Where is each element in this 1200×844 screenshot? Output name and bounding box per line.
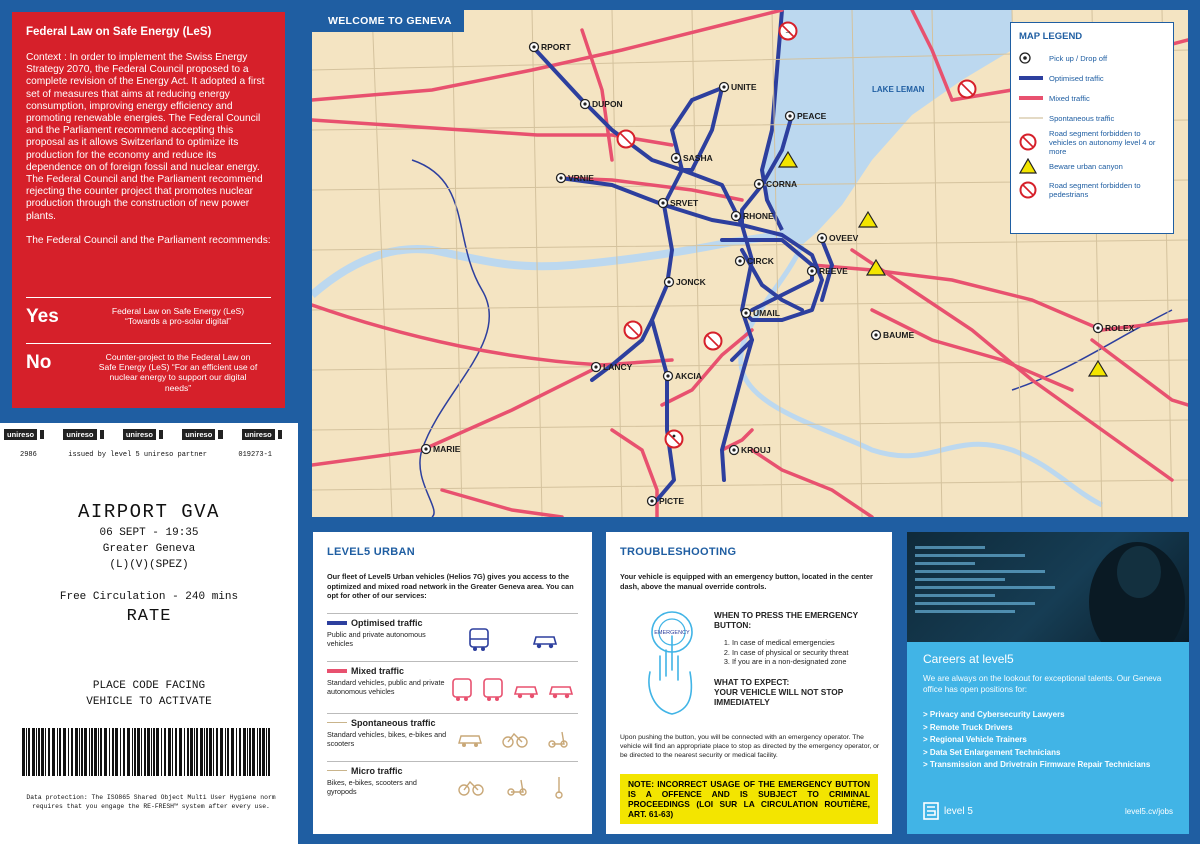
option-no-label: No [26,352,52,373]
barcode-bar [63,728,66,776]
river-small-2 [1012,310,1172,390]
ticket-data-protection: Data protection: The ISO865 Shared Object Multi User Hygiene norm requires that you engage the RE-FRESH™ system after every use. [26,794,276,810]
hacker-screen-image [907,532,1189,642]
pickup-dot [594,365,597,368]
pickup-dot [788,114,791,117]
barcode-bar [236,728,237,776]
ticket-number: 2986 [20,451,37,459]
trouble-warning-note: NOTE: INCORRECT USAGE OF THE EMERGENCY BUTTON IS A OFFENCE AND IS SUBJECT TO CRIMINAL PROCEEDINGS (LOI SUR LA CIRCULATION ROUTIÈRE, ART. 61-63) [620,774,878,824]
traffic-type-micro: Micro traffic Bikes, e-bikes, scooters and gyropods [327,761,578,809]
legend-forbidden-l4: Road segment forbidden to vehicles on autonomy level 4 or more [1019,128,1165,156]
barcode-bar [68,728,69,776]
stop-corna[interactable] [755,179,798,189]
option-no[interactable] [26,343,271,393]
ticket-code: 019273-1 [238,451,272,459]
barcode-bar [168,728,171,776]
pickup-dot [744,311,747,314]
barcode-bar [225,728,226,776]
pickup-dot [722,85,725,88]
when-title: WHEN TO PRESS THE EMERGENCY BUTTON: [714,610,858,630]
stop-label: DUPON [592,99,623,109]
forbidden-level4-icon [705,333,722,350]
barcode-bar [104,728,107,776]
svg-text:⇀: ⇀ [785,30,791,36]
geneva-map[interactable] [312,10,1188,517]
stop-label: VRNIE [568,173,594,183]
barcode-bar [81,728,83,776]
stop-srvet[interactable] [659,198,699,208]
ticket-instruction-line1: PLACE CODE FACING [92,680,206,692]
barcode-bar [57,728,58,776]
stop-baume[interactable] [872,330,915,340]
stop-label: CIRCK [747,256,774,266]
pickup-dot [874,333,877,336]
emergency-button-label: EMERGENCY [654,630,690,636]
no-pedestrian-icon [1019,181,1037,199]
ticket-info-row [0,445,298,459]
level5-logo-icon [923,802,939,820]
barcode-bar [216,728,218,776]
bus-icon [482,676,504,702]
trouble-intro: Your vehicle is equipped with an emergency button, located in the center dash, above the manual override controls. [620,572,873,591]
river-arve [741,245,1102,505]
scooter-icon [506,777,528,797]
car-icon [548,678,574,700]
barcode-bar [239,728,241,776]
barcode-bar [48,728,50,776]
optimised-swatch [327,621,347,625]
barcode-bar [187,728,189,776]
stop-dupon[interactable] [581,99,623,109]
when-item: 1. In case of medical emergencies [732,638,884,648]
stop-label: CORNA [766,179,798,189]
barcode-bar [172,728,173,776]
forbidden-level4-icon [625,322,642,339]
ticket-barcode[interactable] [22,728,272,776]
pickup-dot [424,447,427,450]
barcode-bar [213,728,214,776]
ticket-issuer: issued by level 5 unireso partner [68,451,207,459]
barcode-bar [161,728,162,776]
barcode-bar [38,728,40,776]
stop-akcia[interactable] [664,371,702,381]
barcode-bar [36,728,37,776]
gyropod-icon [551,775,567,799]
when-item: 2. In case of physical or security threat [732,648,884,658]
stop-label: UMAIL [753,308,780,318]
stop-peace[interactable] [786,111,827,121]
legend-optimised: Optimised traffic [1019,68,1165,88]
stop-label: RHONE [743,211,774,221]
level5-logo-text: level 5 [944,805,973,817]
brand-mark-icon [40,430,44,439]
pickup-dot [583,102,586,105]
barcode-bar [247,728,248,776]
option-yes-label: Yes [26,306,59,327]
brand-tag: unireso [242,429,275,440]
ticket-flags: (L)(V)(SPEZ) [109,559,189,571]
stop-circk[interactable] [736,256,775,266]
brand-tag: unireso [63,429,96,440]
barcode-bar [41,728,44,776]
urban-panel [313,532,592,834]
brand-tag: unireso [4,429,37,440]
job-link[interactable]: > Remote Truck Drivers [923,722,1013,732]
barcode-bar [100,728,102,776]
option-yes-text: Federal Law on Safe Energy (LeS) “Towards a pro-solar digital” [111,306,245,327]
pickup-dot [559,176,562,179]
expect-text: YOUR VEHICLE WILL NOT STOP IMMEDIATELY [714,686,844,707]
scooter-icon [547,729,569,749]
urban-canyon-icon [1019,158,1037,174]
urban-canyon-icon [859,212,877,227]
car-icon [513,678,539,700]
stop-label: SASHA [683,153,713,163]
barcode-bar [179,728,182,776]
autonomous-car-icon [531,628,559,650]
urban-title: LEVEL5 URBAN [327,546,415,558]
barcode-bar [134,728,136,776]
pickup-dot [810,269,813,272]
when-item: 3. If you are in a non-designated zone [732,657,884,667]
map-legend [1010,22,1174,234]
forbidden-level4-icon [618,131,635,148]
barcode-bar [45,728,46,776]
pickup-dot [661,201,664,204]
barcode-bar [151,728,152,776]
stop-rport[interactable] [530,42,572,52]
stop-label: OVEEV [829,233,859,243]
stop-krouj[interactable] [730,445,772,455]
pickup-dot [532,45,535,48]
urban-intro: Our fleet of Level5 Urban vehicles (Helios 7G) gives you access to the optimized and mixed road network in the Greater Geneva area. You can opt for other of our services: [327,572,574,601]
ticket-circulation: Free Circulation - 240 mins [59,591,239,603]
legend-mixed: Mixed traffic [1019,88,1165,108]
emergency-button-illustration [620,610,710,720]
barcode-bar [268,728,270,776]
ticket-brand-strip [0,423,298,445]
stop-reeve[interactable] [808,266,849,276]
barcode-bar [204,728,205,776]
careers-photo [907,532,1189,642]
barcode-bar [109,728,110,776]
barcode-bar [127,728,130,776]
pickup-dot [666,374,669,377]
barcode-bar [266,728,267,776]
pickup-dot [738,259,741,262]
troubleshooting-panel [606,532,892,834]
barcode-bar [147,728,150,776]
forbidden-pedestrian-signs [666,431,683,448]
brand-mark-icon [159,430,163,439]
job-link[interactable]: > Regional Vehicle Trainers [923,735,1027,744]
barcode-bar [231,728,234,776]
careers-intro: We are always on the lookout for exceptional talents. Our Geneva office has open positions for: [923,674,1162,694]
brand-mark-icon [278,430,282,439]
barcode-bar [220,728,223,776]
pickup-dot [674,156,677,159]
mixed-line-icon [1019,95,1043,101]
car-icon [457,729,483,749]
spontaneous-line-icon [1019,115,1043,121]
barcode-bar [227,728,229,776]
no-pedestrian-icon [666,431,683,448]
barcode-bar [262,728,265,776]
barcode-bar [137,728,140,776]
barcode-bar [26,728,27,776]
barcode-bar [75,728,78,776]
barcode-bar [22,728,25,776]
traffic-type-spontaneous: Spontaneous traffic Standard vehicles, bikes, e-bikes and scooters [327,713,578,761]
pickup-dot [732,448,735,451]
barcode-bar [89,728,90,776]
stop-sasha[interactable] [672,153,713,163]
barcode-bar [91,728,93,776]
barcode-bar [59,728,61,776]
barcode-bar [209,728,212,776]
stop-label: MARIE [433,444,461,454]
traffic-type-optimised: Optimised traffic Public and private autonomous vehicles [327,613,578,661]
forbidden-level4-icon [780,23,797,40]
stop-label: PICTE [659,496,685,506]
stop-label: RPORT [541,42,571,52]
trouble-title: TROUBLESHOOTING [620,546,737,558]
pickup-dot [1096,326,1099,329]
barcode-bar [196,728,198,776]
pickup-icon [1019,52,1031,64]
optimised-line-icon [1019,75,1043,81]
stop-label: SRVET [670,198,699,208]
barcode-bar [200,728,203,776]
mixed-swatch [327,669,347,673]
map-title: WELCOME TO GENEVA [312,10,464,32]
lake-leman [762,10,1012,245]
barcode-bar [257,728,258,776]
stop-label: AKCIA [675,371,702,381]
stop-label: KROUJ [741,445,771,455]
barcode-bar [259,728,261,776]
pickup-dot [757,182,760,185]
ticket-rate: RATE [126,607,172,626]
job-link[interactable]: > Privacy and Cybersecurity Lawyers [923,710,1065,719]
stop-picte[interactable] [648,496,685,506]
stop-rhone[interactable] [732,211,775,221]
legend-spontaneous: Spontaneous traffic [1019,108,1165,128]
pickup-dot [650,499,653,502]
bike-icon [458,777,484,797]
bike-icon [502,729,528,749]
barcode-bar [115,728,118,776]
stop-label: PEACE [797,111,827,121]
barcode-bar [206,728,208,776]
ticket-instruction [0,678,298,710]
referendum-title: Federal Law on Safe Energy (LeS) [26,26,212,38]
traffic-type-mixed: Mixed traffic Standard vehicles, public and private autonomous vehicles [327,661,578,713]
referendum-context: Context : In order to implement the Swiss Energy Strategy 2070, the Federal Council proposed to a complete revision of the Energy Act. It adopted a first set of measures that aims at reducing energy consumption, improving energy efficiency and promoting renewable energies. The Federal Council and the Parliament recommend accepting this proposal as it allows Switzerland to optimize its production for the economy and reduce its dependence on of foreign fossil and nuclear energy. The Federal Council and the Parliament recommend rejecting the counter project that promotes nuclear production through the construction of new power plants. [26,52,265,222]
pickup-dot [734,214,737,217]
bus-icon [466,626,492,652]
barcode-bar [156,728,159,776]
careers-url[interactable]: level5.cv/jobs [1124,806,1173,816]
referendum-recommends: The Federal Council and the Parliament recommends: [26,234,271,246]
barcode-bar [120,728,121,776]
emergency-instructions [714,610,884,707]
transit-ticket [0,423,298,844]
brand-tag: unireso [182,429,215,440]
stop-umail[interactable] [742,308,780,318]
legend-title: MAP LEGEND [1019,31,1083,42]
barcode-bar [32,728,35,776]
barcode-bar [153,728,155,776]
urban-canyon-icon [1089,361,1107,376]
ticket-destination: AIRPORT GVA [78,501,220,523]
lake-label: LAKE LEMAN [872,85,925,94]
brand-mark-icon [100,430,104,439]
legend-canyon: Beware urban canyon [1019,156,1165,176]
ticket-instruction-line2: VEHICLE TO ACTIVATE [86,696,212,708]
bus-icon [451,676,473,702]
trouble-after: Upon pushing the button, you will be connected with an emergency operator. The vehicle will find an appropriate place to stop as directed by the emergency operator, or be directed to the nearest security or medical facility. [620,734,880,759]
stop-label: JONCK [676,277,706,287]
barcode-bar [98,728,99,776]
stop-vrnie[interactable] [557,173,595,183]
barcode-bar [132,728,133,776]
ticket-zone: Greater Geneva [102,543,196,555]
stop-oveev[interactable] [818,233,859,243]
job-link[interactable]: > Transmission and Drivetrain Firmware Repair Technicians [923,760,1151,769]
barcode-bar [184,728,185,776]
forbidden-level4-icon [959,81,976,98]
barcode-bar [249,728,251,776]
brand-mark-icon [218,430,222,439]
barcode-bar [141,728,142,776]
barcode-bar [243,728,246,776]
level5-logo [923,802,973,820]
stop-rolex[interactable] [1094,323,1135,333]
legend-no-pedestrian: Road segment forbidden to pedestrians [1019,176,1165,204]
stop-marie[interactable] [422,444,461,454]
barcode-bar [79,728,80,776]
careers-panel [907,532,1189,834]
pickup-dot [667,280,670,283]
referendum-card [12,12,285,408]
expect-title: WHAT TO EXPECT: [714,676,790,687]
barcode-bar [94,728,97,776]
stop-label: UNITE [731,82,757,92]
barcode-bar [194,728,195,776]
ticket-datetime: 06 SEPT - 19:35 [99,527,199,539]
barcode-bar [190,728,193,776]
barcode-bar [123,728,125,776]
careers-title: Careers at level5 [923,652,1014,666]
barcode-bar [71,728,73,776]
forbidden-level4-icon [1019,133,1037,151]
barcode-bar [252,728,255,776]
stop-lancy[interactable] [592,362,633,372]
when-list [732,638,884,667]
barcode-bar [112,728,114,776]
brand-tag: unireso [123,429,156,440]
stop-label: REEVE [819,266,848,276]
pickup-dot [820,236,823,239]
barcode-bar [164,728,166,776]
barcode-bar [144,728,146,776]
stop-label: ROLEX [1105,323,1135,333]
barcode-bar [84,728,87,776]
barcode-bar [28,728,30,776]
stop-label: LANCY [603,362,633,372]
barcode-bar [52,728,55,776]
job-list [923,709,1173,772]
spontaneous-swatch [327,722,347,723]
stop-jonck[interactable] [665,277,707,287]
option-yes[interactable] [26,297,271,343]
barcode-bar [175,728,177,776]
micro-swatch [327,770,347,771]
stop-label: BAUME [883,330,915,340]
job-link[interactable]: > Data Set Enlargement Technicians [923,747,1061,757]
legend-pickup: Pick up / Drop off [1019,48,1165,68]
stop-unite[interactable] [720,82,757,92]
option-no-text: Counter-project to the Federal Law on Safe Energy (LeS) “For an efficient use of nuclear energy to support our digital needs” [98,352,258,393]
